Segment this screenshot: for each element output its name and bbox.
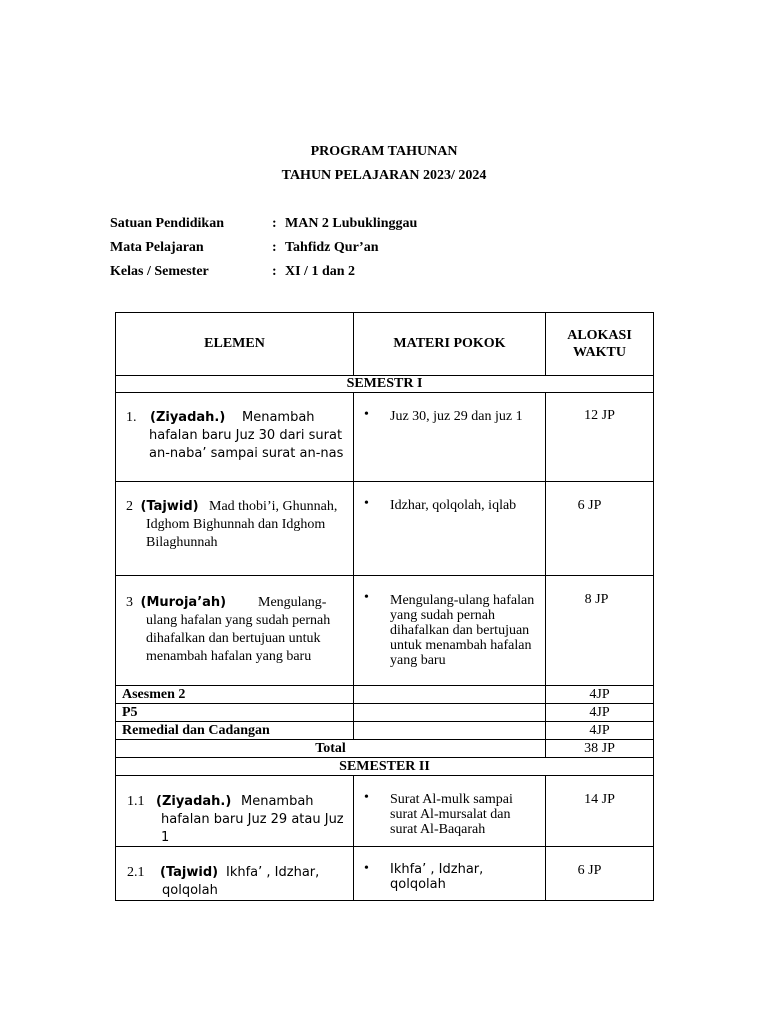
materi-text: Ikhfa’ , Idzhar, qolqolah [390,862,484,892]
header-materi: MATERI POKOK [354,313,546,376]
extra-alokasi: 4JP [546,722,654,740]
row-number: 3 [126,595,133,610]
materi-text: Surat Al-mulk sampai surat Al-mursalat dan surat Al-Baqarah [390,792,513,837]
bullet-icon: • [364,790,369,805]
table-header-row [116,313,654,376]
elemen-cell [116,776,354,847]
semester1-row [116,376,654,393]
row-text: Ikhfa’ , Idzhar, qolqolah [162,865,320,898]
info-label: Kelas / Semester [110,264,209,279]
elemen-cell [116,847,354,901]
extra-label: P5 [116,704,354,722]
program-table [115,312,654,901]
extra-label: Asesmen 2 [116,686,354,704]
bullet-icon: • [364,590,369,605]
semester2-row [116,758,654,776]
elemen-cell [116,576,354,686]
alokasi-cell: 8 JP [546,576,654,686]
elemen-cell [116,393,354,482]
row-tag: (Ziyadah.) [156,794,232,809]
alokasi-cell: 14 JP [546,776,654,847]
materi-cell [354,393,546,482]
row-tag: (Ziyadah.) [150,410,226,425]
row-tag: (Muroja’ah) [140,595,227,610]
materi-cell [354,482,546,576]
materi-cell [354,776,546,847]
bullet-icon: • [364,861,369,876]
materi-text: Juz 30, juz 29 dan juz 1 [390,409,523,424]
semester1-label: SEMESTR I [116,376,654,393]
extra-materi [354,722,546,740]
row-number: 1. [126,410,137,425]
bullet-icon: • [364,407,369,422]
total-label: Total [116,740,546,758]
table-row [116,393,654,482]
table-row [116,482,654,576]
document-title: PROGRAM TAHUNAN [310,144,458,159]
extra-alokasi: 4JP [546,704,654,722]
extra-materi [354,686,546,704]
info-value: XI / 1 dan 2 [285,264,356,279]
table-row [116,722,654,740]
elemen-cell [116,482,354,576]
extra-alokasi: 4JP [546,686,654,704]
info-value: MAN 2 Lubuklinggau [285,216,418,231]
header-elemen: ELEMEN [116,313,354,376]
row-text: Mad thobi’i, Ghunnah, Idghom Bighunnah dan Idghom Bilaghunnah [146,499,338,550]
materi-cell [354,847,546,901]
table-row [116,847,654,901]
extra-materi [354,704,546,722]
materi-text: Mengulang-ulang hafalan yang sudah pernah dihafalkan dan bertujuan untuk menambah hafalan yang baru [390,593,535,668]
table-row [116,686,654,704]
info-colon: : [272,216,277,231]
alokasi-cell: 12 JP [546,393,654,482]
info-label: Mata Pelajaran [110,240,204,255]
info-colon: : [272,264,277,279]
table-row [116,776,654,847]
extra-label: Remedial dan Cadangan [116,722,354,740]
alokasi-cell: 6 JP [546,847,654,901]
materi-text: Idzhar, qolqolah, iqlab [390,498,517,513]
document-subtitle: TAHUN PELAJARAN 2023/ 2024 [281,168,487,183]
row-number: 2 [126,499,133,514]
bullet-icon: • [364,496,369,511]
total-value: 38 JP [546,740,654,758]
row-tag: (Tajwid) [140,499,199,514]
table-row [116,576,654,686]
table-row [116,704,654,722]
row-text: Menambah hafalan baru Juz 29 atau Juz 1 [161,794,344,845]
semester2-label: SEMESTER II [116,758,654,776]
row-number: 2.1 [127,865,145,880]
materi-cell [354,576,546,686]
info-colon: : [272,240,277,255]
row-tag: (Tajwid) [160,865,219,880]
header-alokasi: ALOKASI WAKTU [546,313,654,376]
alokasi-cell: 6 JP [546,482,654,576]
row-number: 1.1 [127,794,145,809]
total-row [116,740,654,758]
info-label: Satuan Pendidikan [110,216,224,231]
row-text: Mengulang-ulang hafalan yang sudah pernah dihafalkan dan bertujuan untuk menambah hafalan yang baru [146,595,331,664]
row-text: Menambah hafalan baru Juz 30 dari surat an-naba’ sampai surat an-nas [149,410,344,461]
info-value: Tahfidz Qur’an [285,240,379,255]
